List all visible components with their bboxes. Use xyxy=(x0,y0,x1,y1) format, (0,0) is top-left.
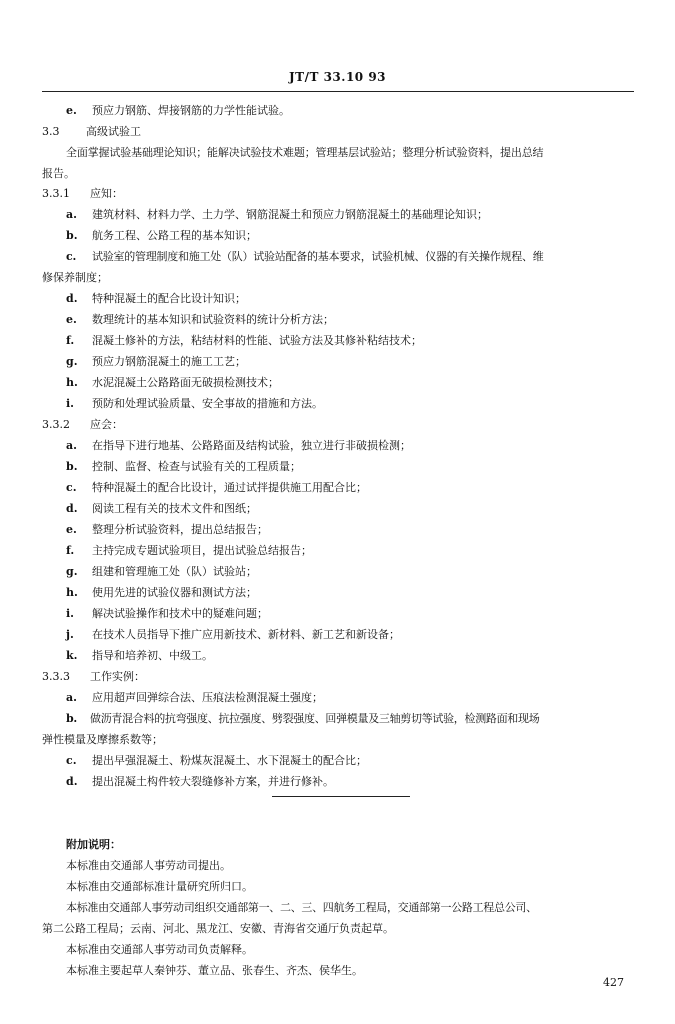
item-text: 指导和培养初、中级工。 xyxy=(92,649,213,662)
section-number: 3.3.1 xyxy=(42,187,70,200)
item-text: 提出混凝土构件较大裂缝修补方案，并进行修补。 xyxy=(92,775,334,788)
item-marker: e. xyxy=(66,313,77,326)
item-marker: b. xyxy=(66,229,78,242)
item-marker: d. xyxy=(66,292,78,305)
section-title: 高级试验工 xyxy=(86,125,141,138)
list-item xyxy=(66,229,257,243)
item-marker: g. xyxy=(66,355,78,368)
item-text: 水泥混凝土公路路面无破损检测技术； xyxy=(92,376,279,389)
item-marker: a. xyxy=(66,208,77,221)
item-text: 提出早强混凝土、粉煤灰混凝土、水下混凝土的配合比； xyxy=(92,754,367,767)
item-text: 在指导下进行地基、公路路面及结构试验，独立进行非破损检测； xyxy=(92,439,411,452)
item-text: 预防和处理试验质量、安全事故的措施和方法。 xyxy=(92,397,323,410)
item-marker: c. xyxy=(66,481,77,494)
item-marker: d. xyxy=(66,502,78,515)
end-rule xyxy=(272,796,410,797)
appendix-line: 本标准由交通部人事劳动司提出。 xyxy=(66,859,231,872)
item-marker: c. xyxy=(66,250,77,263)
header-rule xyxy=(42,91,634,92)
paragraph-line: 修保养制度； xyxy=(42,271,108,284)
list-item xyxy=(66,460,301,474)
item-marker: e. xyxy=(66,523,77,536)
appendix-line: 本标准由交通部人事劳动司负责解释。 xyxy=(66,943,253,956)
page-header: JT/T 33.10 93 xyxy=(288,70,387,84)
item-text: 使用先进的试验仪器和测试方法； xyxy=(92,586,257,599)
list-item xyxy=(66,649,213,663)
paragraph-line: 弹性模量及摩擦系数等； xyxy=(42,733,163,746)
item-text: 特种混凝土的配合比设计，通过试拌提供施工用配合比； xyxy=(92,481,367,494)
item-marker: a. xyxy=(66,439,77,452)
section-heading xyxy=(42,125,141,139)
item-marker: c. xyxy=(66,754,77,767)
item-marker: h. xyxy=(66,376,78,389)
item-text: 应用超声回弹综合法、压痕法检测混凝土强度； xyxy=(92,691,323,704)
item-text: 建筑材料、材料力学、土力学、钢筋混凝土和预应力钢筋混凝土的基础理论知识； xyxy=(92,208,488,221)
list-item xyxy=(66,691,323,705)
list-item xyxy=(66,502,257,516)
appendix-line: 本标准由交通部人事劳动司组织交通部第一、二、三、四航务工程局，交通部第一公路工程总公司、 xyxy=(66,901,537,914)
item-text: 特种混凝土的配合比设计知识； xyxy=(92,292,246,305)
item-text: 解决试验操作和技术中的疑难问题； xyxy=(92,607,268,620)
item-text: 混凝土修补的方法，粘结材料的性能、试验方法及其修补粘结技术； xyxy=(92,334,422,347)
list-item xyxy=(66,355,246,369)
item-text: 预应力钢筋混凝土的施工工艺； xyxy=(92,355,246,368)
list-item xyxy=(66,544,312,558)
item-text: 阅读工程有关的技术文件和图纸； xyxy=(92,502,257,515)
list-item xyxy=(66,775,334,789)
section-number: 3.3.3 xyxy=(42,670,70,683)
section-number: 3.3 xyxy=(42,125,60,138)
section-title: 应会： xyxy=(90,418,123,431)
appendix-line: 本标准由交通部标准计量研究所归口。 xyxy=(66,880,253,893)
list-item xyxy=(66,523,268,537)
list-item xyxy=(66,397,323,411)
item-marker: h. xyxy=(66,586,78,599)
section-title: 应知： xyxy=(90,187,123,200)
list-item xyxy=(66,208,488,222)
item-text: 预应力钢筋、焊接钢筋的力学性能试验。 xyxy=(92,104,290,117)
item-text: 数理统计的基本知识和试验资料的统计分析方法； xyxy=(92,313,334,326)
item-marker: f. xyxy=(66,544,75,557)
list-item xyxy=(66,712,539,726)
appendix-line: 本标准主要起草人秦钟芬、董立品、张春生、齐杰、侯华生。 xyxy=(66,964,363,977)
item-marker: f. xyxy=(66,334,75,347)
list-item xyxy=(66,439,411,453)
item-text: 航务工程、公路工程的基本知识； xyxy=(92,229,257,242)
page-number: 427 xyxy=(603,976,624,989)
item-marker: k. xyxy=(66,649,78,662)
list-item xyxy=(66,313,334,327)
item-text: 整理分析试验资料，提出总结报告； xyxy=(92,523,268,536)
item-text: 做沥青混合料的抗弯强度、抗拉强度、劈裂强度、回弹模量及三轴剪切等试验，检测路面和现场 xyxy=(90,712,540,725)
item-marker: b. xyxy=(66,460,78,473)
appendix-title: 附加说明： xyxy=(66,838,121,851)
section-heading xyxy=(42,670,145,684)
item-marker: a. xyxy=(66,691,77,704)
list-item xyxy=(66,292,246,306)
item-text: 在技术人员指导下推广应用新技术、新材料、新工艺和新设备； xyxy=(92,628,400,641)
item-marker: e. xyxy=(66,104,77,117)
item-marker: b. xyxy=(66,712,77,725)
section-heading xyxy=(42,418,123,432)
list-item xyxy=(66,481,367,495)
list-item xyxy=(66,250,544,264)
list-item xyxy=(66,586,257,600)
list-item xyxy=(66,104,290,118)
item-text: 试验室的管理制度和施工处（队）试验站配备的基本要求，试验机械、仪器的有关操作规程、维 xyxy=(92,250,544,263)
item-text: 主持完成专题试验项目，提出试验总结报告； xyxy=(92,544,312,557)
list-item xyxy=(66,754,367,768)
list-item xyxy=(66,334,422,348)
item-marker: i. xyxy=(66,607,75,620)
item-text: 组建和管理施工处（队）试验站； xyxy=(92,565,257,578)
paragraph-line: 报告。 xyxy=(42,167,75,180)
section-number: 3.3.2 xyxy=(42,418,70,431)
paragraph-line: 全面掌握试验基础理论知识；能解决试验技术难题；管理基层试验站；整理分析试验资料，提出总结 xyxy=(66,146,544,159)
item-marker: g. xyxy=(66,565,78,578)
list-item xyxy=(66,565,257,579)
list-item xyxy=(66,607,268,621)
list-item xyxy=(66,376,279,390)
item-marker: i. xyxy=(66,397,75,410)
list-item xyxy=(66,628,400,642)
item-text: 控制、监督、检查与试验有关的工程质量； xyxy=(92,460,301,473)
section-title: 工作实例： xyxy=(90,670,145,683)
item-marker: d. xyxy=(66,775,78,788)
item-marker: j. xyxy=(66,628,74,641)
appendix-line: 第二公路工程局；云南、河北、黑龙江、安徽、青海省交通厅负责起草。 xyxy=(42,922,394,935)
section-heading xyxy=(42,187,123,201)
